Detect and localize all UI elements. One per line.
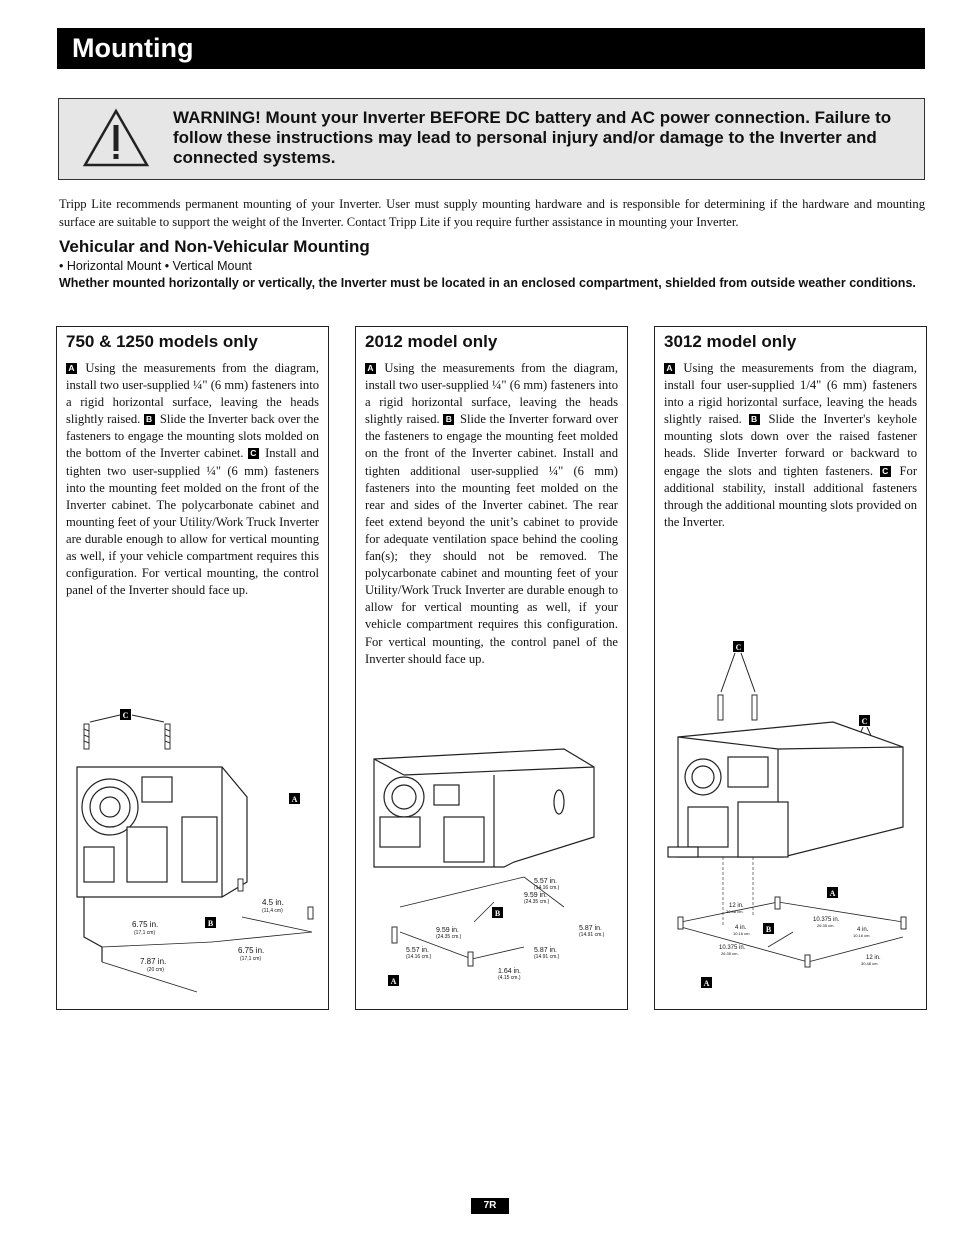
step-text: Slide the Inverter's keyhole mounting slots down over the raised fastener heads. Slide Inverter forward or backward to engage the slots and tighten fasteners. [664, 412, 918, 478]
dim-metric: (24.35 cm.) [524, 899, 550, 905]
dim-label: 5.87 in. [534, 947, 557, 954]
step-label: B [443, 414, 454, 425]
svg-text:A: A [390, 977, 397, 986]
dim-label: 10.375 in. [813, 917, 840, 923]
column-instructions [365, 360, 618, 668]
dim-metric: (4.15 cm.) [498, 975, 521, 981]
mounting-diagram-750 [72, 707, 322, 997]
column-title: 3012 model only [664, 332, 797, 351]
svg-text:A: A [291, 795, 298, 804]
dim-label: 7.87 in. [140, 957, 167, 966]
page-number: 7R [471, 1198, 509, 1214]
step-label: A [66, 363, 77, 374]
dim-metric: (17,1 cm) [134, 930, 156, 936]
step-label: B [144, 414, 155, 425]
dim-metric: (20 cm) [147, 967, 164, 973]
svg-text:B: B [765, 925, 772, 934]
warning-text: WARNING! Mount your Inverter BEFORE DC battery and AC power connection. Failure to follow these instructions may lead to personal injury and/or damage to the Inverter and connected systems. [173, 108, 892, 167]
warning-triangle-icon [81, 107, 151, 169]
step-text: Slide the Inverter back over the fasteners to engage the mounting slots molded on the bottom of the Inverter cabinet. [66, 412, 319, 461]
step-text: Using the measurements from the diagram, install four user-supplied 1/4" (6 mm) fasteners into a rigid horizontal surface, leaving the heads slightly raised. [664, 361, 917, 427]
title-bar [57, 28, 925, 69]
dim-metric: (24.35 cm.) [436, 934, 462, 940]
step-text: For additional stability, install additional fasteners through the additional mounting slots provided on the Inverter. [664, 463, 918, 529]
dim-label: 10.375 in. [719, 945, 746, 951]
column-title: 750 & 1250 models only [66, 332, 258, 351]
column-3012 [654, 326, 927, 1010]
dim-metric: 26.35 cm. [817, 923, 835, 928]
step-label: C [880, 466, 891, 477]
section-title: Vehicular and Non-Vehicular Mounting [59, 237, 370, 256]
dim-label: 4.5 in. [262, 898, 284, 907]
dim-metric: (11,4 cm) [262, 908, 283, 914]
mounting-diagram-2012 [364, 747, 622, 997]
svg-text:B: B [207, 919, 214, 928]
warning-box [58, 98, 925, 180]
step-text: Using the measurements from the diagram, install two user-supplied ¼" (6 mm) fasteners into a rigid horizontal surface, leaving the heads slightly raised. [365, 361, 618, 427]
dim-label: 12 in. [729, 903, 744, 909]
step-label: C [248, 448, 259, 459]
step-text: Slide the Inverter forward over the fasteners to engage the mounting feet molded on the front of the Inverter cabinet. Install and tighten additional user-supplied ¼" (6 mm) fasteners into the mounting feet molded on the rear and sides of the Inverter cabinet. The rear feet extend beyond the unit’s cabinet to provide for adequate ventilation space behind the cooling fan(s); they should not be removed. The polycarbonate cabinet and mounting feet of your Utility/Work Truck Inverter are durable enough to allow for vertical mounting as well, if your vehicle compartment requires this configuration. For vertical mounting, the control panel of the Inverter should face up. [365, 412, 619, 666]
dim-label: 4 in. [735, 925, 747, 931]
column-title: 2012 model only [365, 332, 498, 351]
svg-text:A: A [829, 889, 836, 898]
dim-label: 9.59 in. [436, 927, 459, 934]
svg-text:C: C [735, 643, 742, 652]
dim-metric: (14.91 cm.) [579, 932, 605, 938]
step-label: A [664, 363, 675, 374]
column-2012 [355, 326, 628, 1010]
column-instructions [66, 360, 319, 599]
dim-label: 1.64 in. [498, 968, 521, 975]
dim-label: 4 in. [857, 927, 869, 933]
step-label: B [749, 414, 760, 425]
column-instructions [664, 360, 917, 531]
svg-text:A: A [703, 979, 710, 988]
dim-metric: (14.16 cm.) [406, 954, 432, 960]
dim-label: 5.57 in. [406, 947, 429, 954]
dim-label: 5.57 in. [534, 878, 557, 885]
dim-label: 12 in. [866, 955, 881, 961]
dim-label: 6.75 in. [132, 920, 159, 929]
dim-metric: 30.48 cm. [861, 961, 879, 966]
dim-metric: (17,1 cm) [240, 956, 262, 962]
dim-label: 6.75 in. [238, 946, 265, 955]
dim-metric: (14.91 cm.) [534, 954, 560, 960]
page-title: Mounting [72, 33, 194, 63]
dim-metric: 26.35 cm. [721, 951, 739, 956]
mount-types: • Horizontal Mount • Vertical Mount [59, 259, 252, 273]
column-750-1250 [56, 326, 329, 1010]
svg-text:B: B [494, 909, 501, 918]
mounting-diagram-3012 [663, 637, 921, 997]
dim-label: 9.59 in. [524, 892, 547, 899]
intro-paragraph: Tripp Lite recommends permanent mounting of your Inverter. User must supply mounting hardware and is responsible for determining if the hardware and mounting surface are suitable to support the weight of the Inverter. Contact Tripp Lite if you require further assistance in mounting your Inverter. [59, 197, 925, 229]
step-text: Using the measurements from the diagram, install two user-supplied ¼" (6 mm) fasteners into a rigid horizontal surface, leaving the heads slightly raised. [66, 361, 319, 427]
dim-metric: (14.16 cm.) [534, 885, 560, 891]
svg-text:C: C [861, 717, 868, 726]
step-label: A [365, 363, 376, 374]
dim-metric: 10.16 cm. [853, 933, 871, 938]
dim-metric: 30.48 cm. [726, 909, 744, 914]
dim-label: 5.87 in. [579, 925, 602, 932]
dim-metric: 10.16 cm. [733, 931, 751, 936]
svg-text:C: C [122, 711, 129, 720]
step-text: Install and tighten two user-supplied ¼" (6 mm) fasteners into the mounting feet molded on the front of the Inverter cabinet. The polycarbonate cabinet and mounting feet of your Utility/Work Truck Inverter are durable enough to allow for vertical mounting as well, if your vehicle compartment requires this configuration. For vertical mounting, the control panel of the Inverter should face up. [66, 446, 319, 598]
enclosure-note: Whether mounted horizontally or vertically, the Inverter must be located in an enclosed compartment, shielded from outside weather conditions. [59, 276, 916, 290]
